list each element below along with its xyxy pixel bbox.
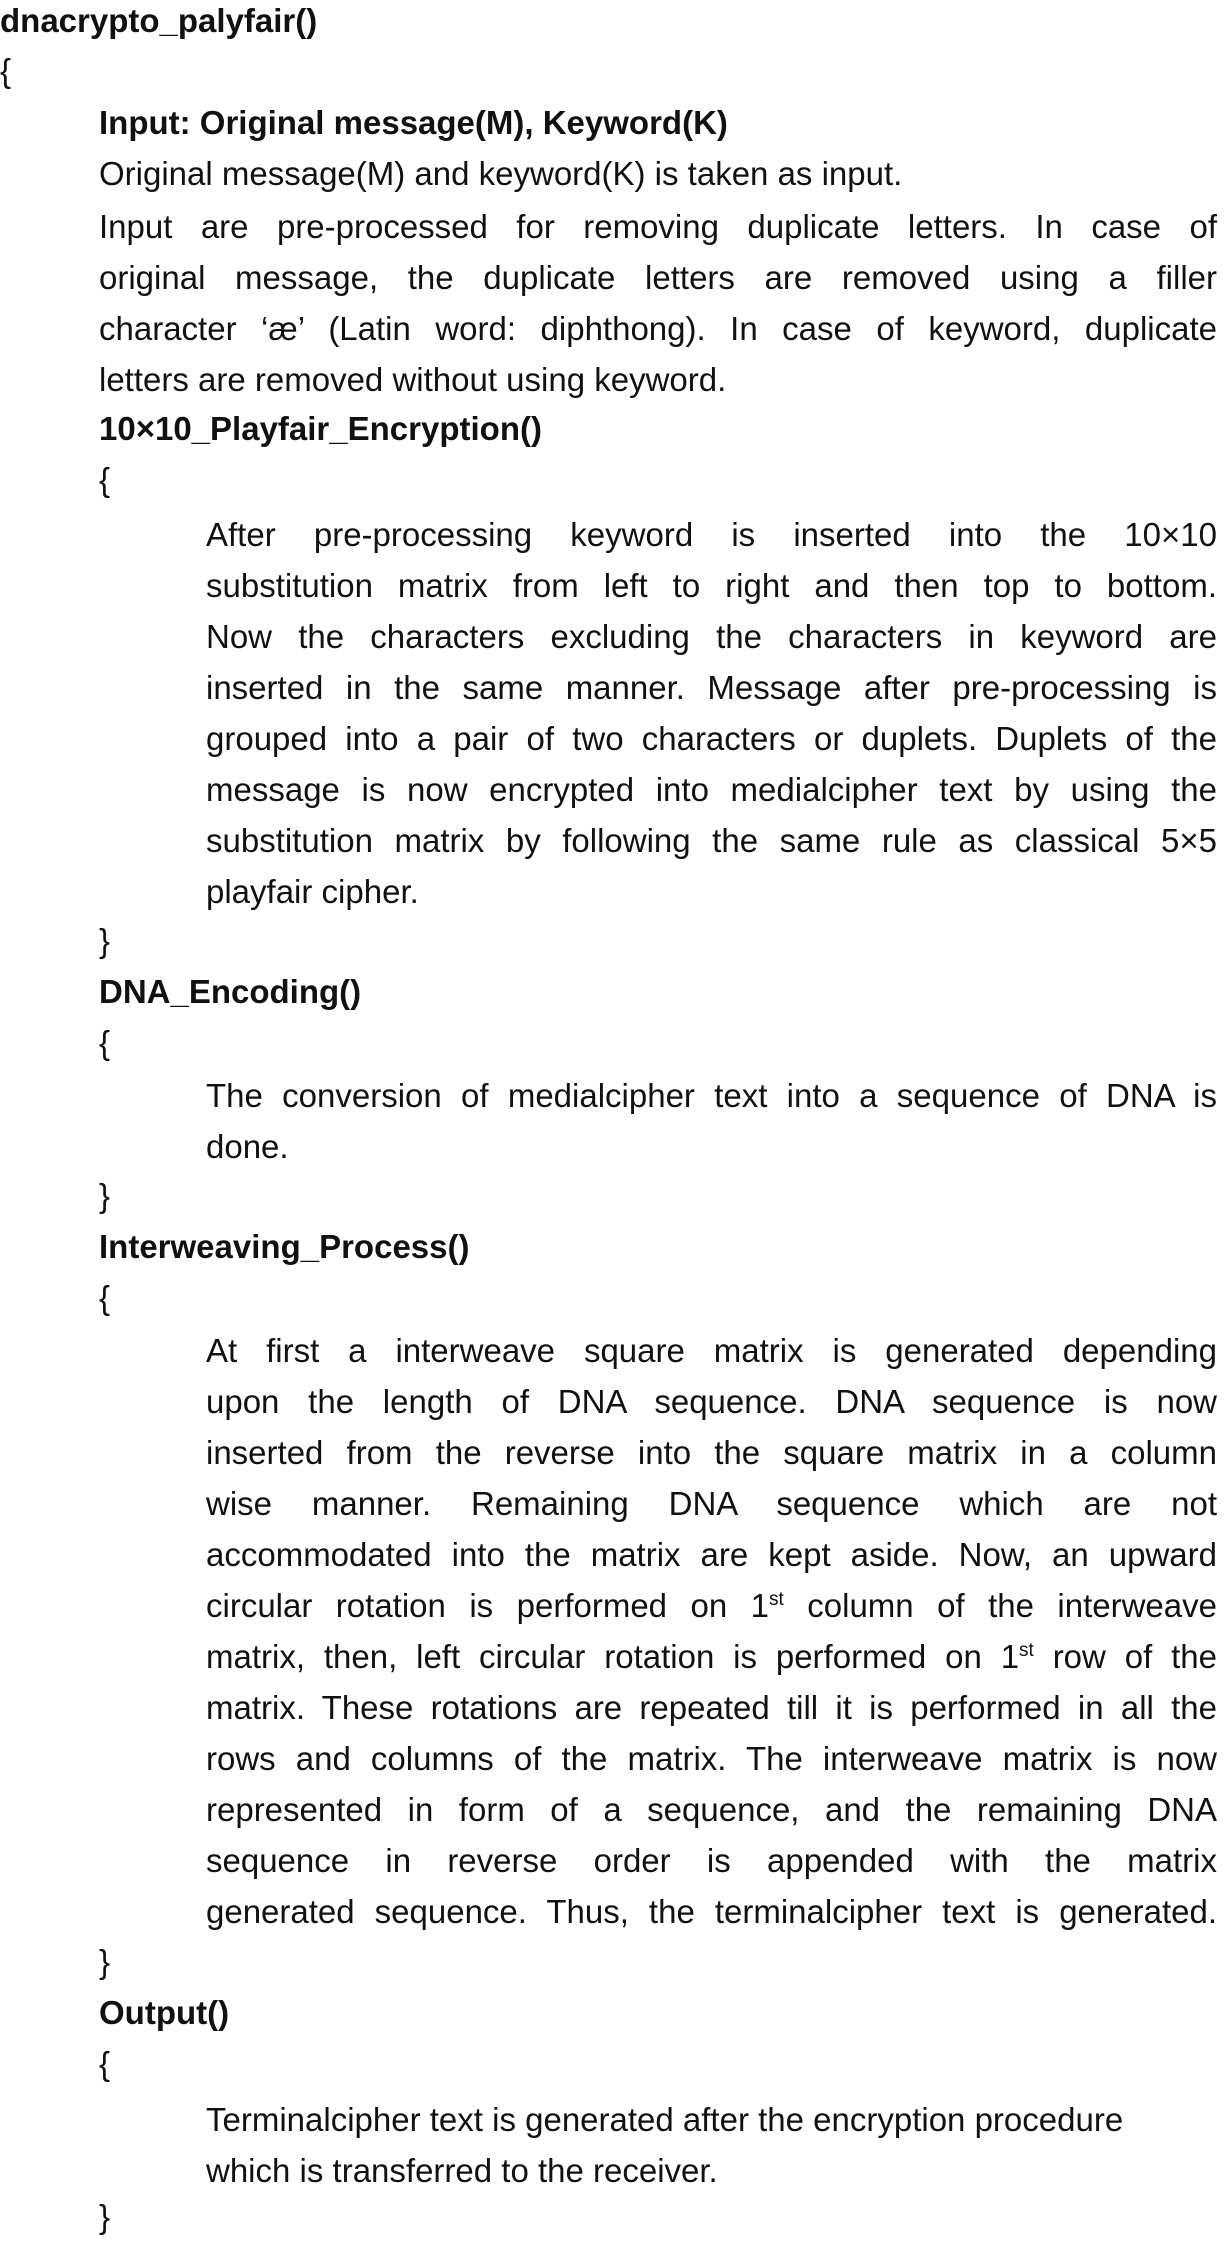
preprocess-paragraph <box>99 201 1217 405</box>
paragraph-line: The conversion of medialcipher text into a sequence of DNA is <box>206 1077 1217 1114</box>
paragraph-line: upon the length of DNA sequence. DNA sequence is now <box>206 1383 1217 1420</box>
paragraph-line: matrix. These rotations are repeated till it is performed in all the <box>206 1689 1217 1726</box>
paragraph-line: Input are pre-processed for removing duplicate letters. In case of <box>99 208 1217 245</box>
dna-close-brace: } <box>99 1177 111 1214</box>
paragraph-line: At first a interweave square matrix is generated depending <box>206 1332 1217 1369</box>
paragraph-line: message is now encrypted into medialcipher text by using the <box>206 771 1217 808</box>
paragraph-line: letters are removed without using keyword. <box>99 361 727 398</box>
paragraph-line: circular rotation is performed on 1st column of the interweave <box>206 1587 1217 1624</box>
paragraph-line: matrix, then, left circular rotation is performed on 1st row of the <box>206 1638 1217 1675</box>
paragraph-line: which is transferred to the receiver. <box>206 2152 718 2189</box>
playfair-heading: 10×10_Playfair_Encryption() <box>99 410 542 447</box>
paragraph-line: Terminalcipher text is generated after the encryption procedure <box>206 2101 1124 2138</box>
paragraph-line: represented in form of a sequence, and the remaining DNA <box>206 1791 1217 1828</box>
paragraph-line: Now the characters excluding the characters in keyword are <box>206 618 1217 655</box>
playfair-close-brace: } <box>99 922 111 959</box>
paragraph-line: inserted in the same manner. Message after pre-processing is <box>206 669 1217 706</box>
interweave-heading: Interweaving_Process() <box>99 1228 470 1265</box>
function-signature: dnacrypto_palyfair() <box>0 2 318 39</box>
output-paragraph <box>206 2094 1217 2196</box>
dna-open-brace: { <box>99 1024 111 1061</box>
open-brace: { <box>0 52 12 89</box>
interweave-close-brace: } <box>99 1943 111 1980</box>
paragraph-line: accommodated into the matrix are kept aside. Now, an upward <box>206 1536 1217 1573</box>
playfair-paragraph <box>206 509 1217 917</box>
paragraph-line: substitution matrix from left to right and then top to bottom. <box>206 567 1217 604</box>
paragraph-line: playfair cipher. <box>206 873 419 910</box>
paragraph-line: wise manner. Remaining DNA sequence which are not <box>206 1485 1217 1522</box>
paragraph-line: done. <box>206 1128 289 1165</box>
input-line: Original message(M) and keyword(K) is taken as input. <box>99 155 903 192</box>
paragraph-line: inserted from the reverse into the square matrix in a column <box>206 1434 1217 1471</box>
paragraph-line: generated sequence. Thus, the terminalcipher text is generated. <box>206 1893 1217 1930</box>
paragraph-line: substitution matrix by following the same rule as classical 5×5 <box>206 822 1217 859</box>
output-close-brace: } <box>99 2198 111 2235</box>
paragraph-line: character ‘æ’ (Latin word: diphthong). In case of keyword, duplicate <box>99 310 1217 347</box>
output-open-brace: { <box>99 2045 111 2082</box>
output-heading: Output() <box>99 1994 230 2031</box>
paragraph-line: rows and columns of the matrix. The interweave matrix is now <box>206 1740 1217 1777</box>
playfair-open-brace: { <box>99 461 111 498</box>
dna-heading: DNA_Encoding() <box>99 973 362 1010</box>
paragraph-line: After pre-processing keyword is inserted into the 10×10 <box>206 516 1217 553</box>
paragraph-line: original message, the duplicate letters are removed using a filler <box>99 259 1217 296</box>
input-heading: Input: Original message(M), Keyword(K) <box>99 104 728 141</box>
paragraph-line: grouped into a pair of two characters or duplets. Duplets of the <box>206 720 1217 757</box>
interweave-open-brace: { <box>99 1279 111 1316</box>
paragraph-line: sequence in reverse order is appended with the matrix <box>206 1842 1217 1879</box>
interweave-paragraph <box>206 1325 1217 1937</box>
dna-paragraph <box>206 1070 1217 1172</box>
